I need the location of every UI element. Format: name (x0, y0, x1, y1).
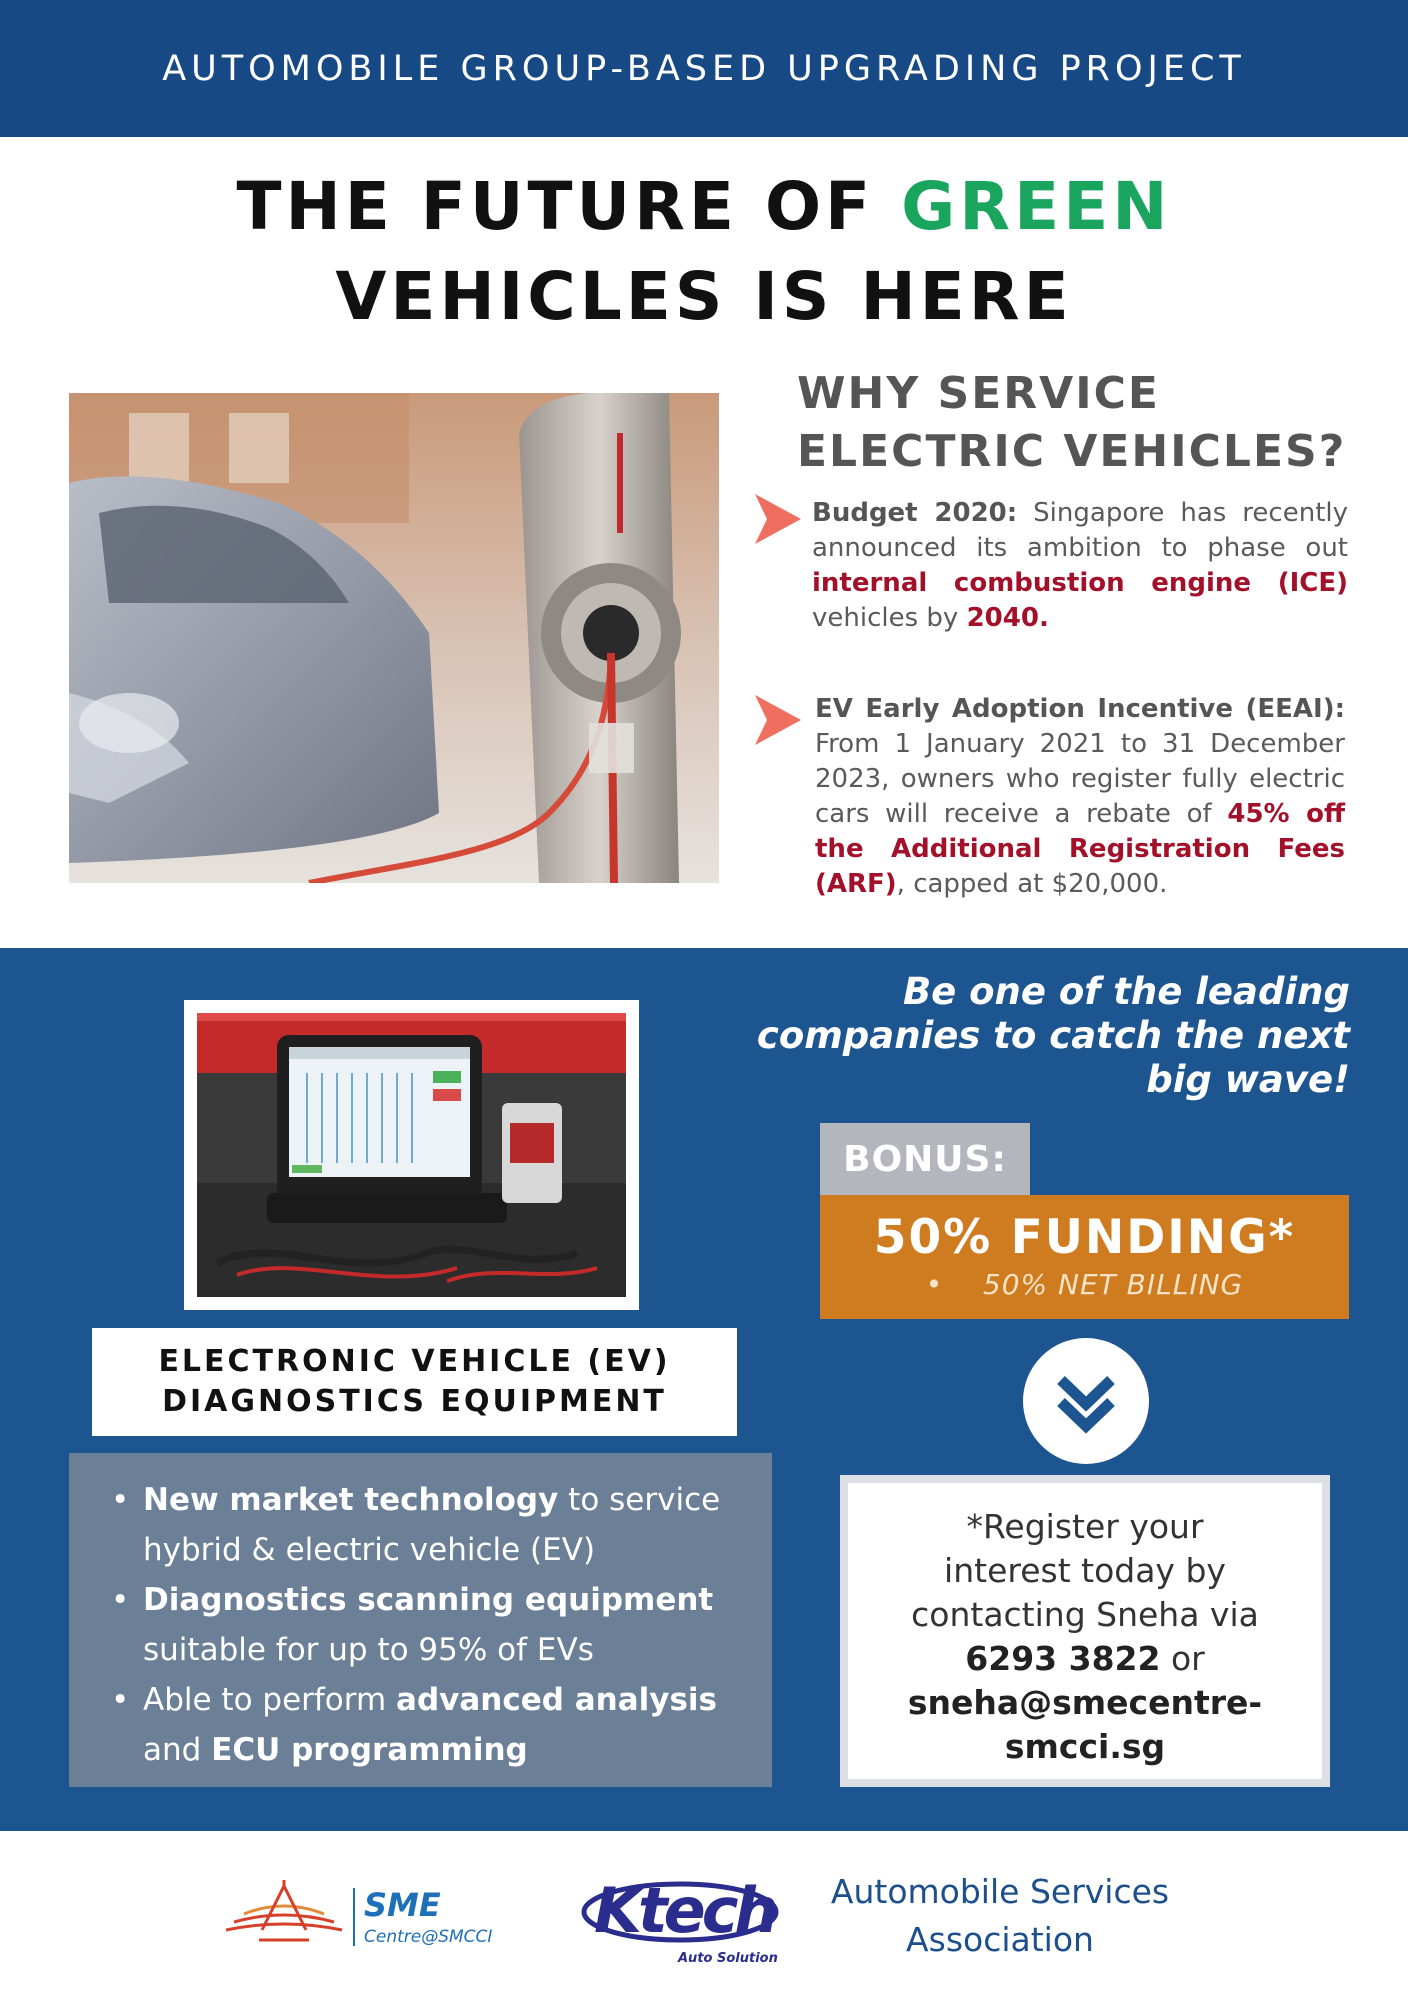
ktech-logo (580, 1860, 785, 1970)
register-box: *Register your interest today by contacting Sneha via 6293 3822 or sneha@smecentre- smcci.sg (840, 1475, 1330, 1787)
hero-title-line2: VEHICLES IS HERE (335, 258, 1073, 335)
feature-item: • New market technology to service hybrid & electric vehicle (EV) (111, 1475, 754, 1575)
hero-title (0, 162, 1408, 342)
funding-box (820, 1195, 1349, 1319)
funding-sub: • 50% NET BILLING (925, 1268, 1244, 1301)
sme-main-text: SME (364, 1886, 441, 1924)
ktech-sub-text: Auto Solution (678, 1951, 778, 1966)
contact-email[interactable]: sneha@smecentre- (907, 1683, 1263, 1722)
contact-phone[interactable]: 6293 3822 (965, 1639, 1161, 1678)
ktech-main-text: Ktech (594, 1874, 775, 1947)
banner-text: AUTOMOBILE GROUP-BASED UPGRADING PROJECT (162, 48, 1246, 89)
ev-charging-photo (69, 393, 719, 883)
sme-sub-text: Centre@SMCCI (364, 1927, 493, 1947)
contact-email-cont[interactable]: smcci.sg (1004, 1727, 1166, 1766)
tagline: Be one of the leading companies to catch the next big wave! (756, 970, 1350, 1101)
sme-roof-icon (226, 1880, 342, 1940)
budget-2020-point: Budget 2020: Singapore has recently announced its ambition to phase out internal combustion engine (ICE) vehicles by 2040. (812, 498, 1348, 633)
diagnostic-device-photo (184, 1000, 639, 1310)
funding-title: 50% FUNDING* (873, 1210, 1296, 1265)
asa-logo-text: Automobile Services Association (830, 1872, 1170, 1959)
chevron-down-icon (1023, 1338, 1149, 1464)
bonus-tag: BONUS: (820, 1123, 1030, 1195)
arrow-right-icon (755, 494, 801, 544)
hero-green-word: GREEN (901, 168, 1172, 245)
sme-centre-logo (224, 1878, 514, 1954)
hero-title-line1: THE FUTURE OF GREEN (236, 168, 1172, 245)
why-service-heading: WHY SERVICE ELECTRIC VEHICLES? (797, 368, 1347, 477)
features-list (111, 1475, 754, 1775)
feature-item: • Diagnostics scanning equipment suitable for up to 95% of EVs (111, 1575, 754, 1675)
eeai-point: EV Early Adoption Incentive (EEAI): From 1 January 2021 to 31 December 2023, owners who register fully electric cars will receive a rebate of 45% off the Additional Registration Fees (ARF), capped at $20,000. (815, 694, 1346, 899)
top-banner (0, 0, 1408, 137)
features-box (69, 1453, 772, 1787)
arrow-right-icon (755, 695, 801, 745)
feature-item: • Able to perform advanced analysis and ECU programming (111, 1675, 754, 1775)
equipment-label: ELECTRONIC VEHICLE (EV) DIAGNOSTICS EQUIPMENT (92, 1328, 737, 1436)
